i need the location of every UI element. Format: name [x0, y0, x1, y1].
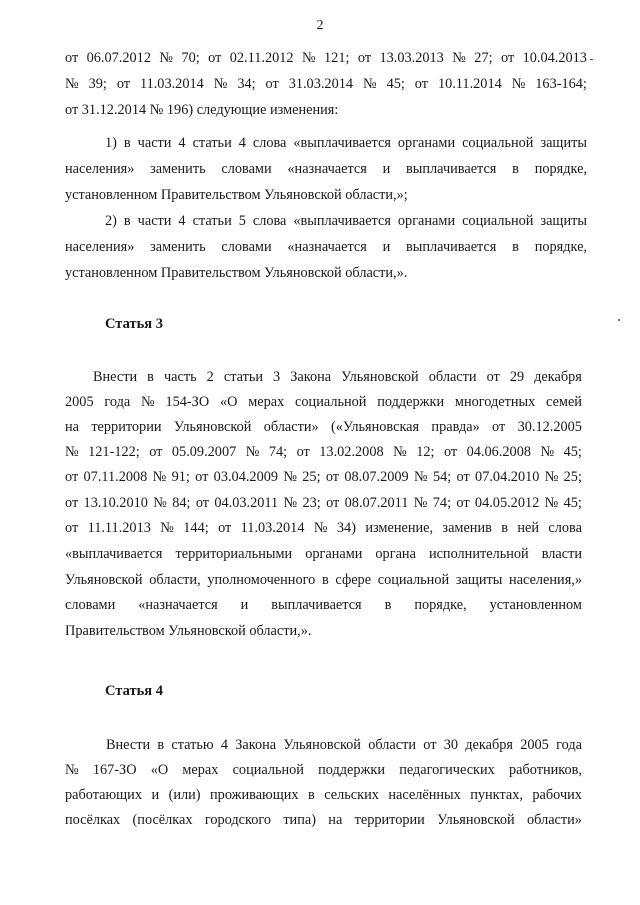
text-line: от 13.10.2010 № 84; от 04.03.2011 № 23; от 08.07.2011 № 74; от 04.05.2012 № 45;	[65, 495, 582, 511]
text-line: населения» заменить словами «назначается и выплачивается в порядке,	[65, 161, 587, 177]
page-number: 2	[316, 18, 324, 33]
text-line: от 06.07.2012 № 70; от 02.11.2012 № 121; от 13.03.2013 № 27; от 10.04.2013	[65, 50, 587, 66]
text-line: установленном Правительством Ульяновской области,»;	[65, 187, 408, 203]
scan-speck	[618, 319, 620, 321]
text-line: 2005 года № 154-ЗО «О мерах социальной поддержки многодетных семей	[65, 394, 582, 410]
text-line: № 39; от 11.03.2014 № 34; от 31.03.2014 № 45; от 10.11.2014 № 163-164;	[65, 76, 587, 92]
text-line: от 31.12.2014 № 196) следующие изменения:	[65, 102, 339, 118]
text-line: 2) в части 4 статьи 5 слова «выплачивается органами социальной защиты	[105, 213, 587, 229]
scan-speck	[590, 59, 593, 60]
text-line: на территории Ульяновской области» («Ульяновская правда» от 30.12.2005	[65, 419, 582, 435]
text-line: установленном Правительством Ульяновской области,».	[65, 265, 408, 281]
text-line: № 121-122; от 05.09.2007 № 74; от 13.02.2008 № 12; от 04.06.2008 № 45;	[65, 444, 582, 460]
text-line: посёлках (посёлках городского типа) на территории Ульяновской области»	[65, 812, 582, 828]
text-line: от 11.11.2013 № 144; от 11.03.2014 № 34) изменение, заменив в ней слова	[65, 520, 582, 536]
text-line: Внести в статью 4 Закона Ульяновской области от 30 декабря 2005 года	[106, 737, 582, 753]
text-line: населения» заменить словами «назначается и выплачивается в порядке,	[65, 239, 587, 255]
text-line: Правительством Ульяновской области,».	[65, 623, 312, 639]
text-line: от 07.11.2008 № 91; от 03.04.2009 № 25; от 08.07.2009 № 54; от 07.04.2010 № 25;	[65, 469, 582, 485]
text-line: 1) в части 4 статьи 4 слова «выплачивается органами социальной защиты	[105, 135, 587, 151]
text-line: словами «назначается и выплачивается в порядке, установленном	[65, 597, 582, 613]
text-line: работающих и (или) проживающих в сельских населённых пунктах, рабочих	[65, 787, 582, 803]
heading-article-4: Статья 4	[105, 683, 163, 699]
text-line: № 167-ЗО «О мерах социальной поддержки педагогических работников,	[65, 762, 582, 778]
text-line: Ульяновской области, уполномоченного в сфере социальной защиты населения,»	[65, 572, 582, 588]
text-line: «выплачивается территориальными органами органа исполнительной власти	[65, 546, 582, 562]
heading-article-3: Статья 3	[105, 316, 163, 332]
text-line: Внести в часть 2 статьи 3 Закона Ульяновской области от 29 декабря	[93, 369, 582, 385]
